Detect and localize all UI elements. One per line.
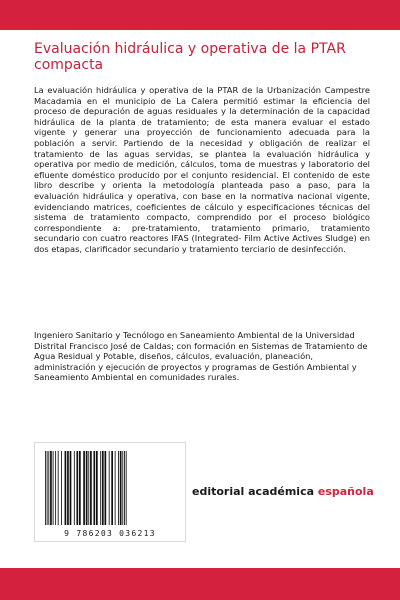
publisher-name-main: editorial académica — [192, 485, 318, 498]
isbn-number: 9 786203 036213 — [64, 529, 156, 538]
barcode-bar — [100, 451, 101, 525]
bottom-accent-bar — [0, 568, 400, 600]
barcode-bar — [88, 451, 89, 525]
barcode-bar — [115, 451, 116, 525]
barcode-bar — [109, 451, 110, 525]
barcode-bar — [118, 451, 119, 525]
barcode-bar — [96, 451, 98, 525]
barcode-bar — [55, 451, 56, 525]
barcode-bars-icon — [35, 443, 185, 529]
publisher-name-accent: española — [317, 485, 374, 498]
barcode-bar — [53, 451, 54, 525]
barcode-bar — [83, 451, 85, 525]
barcode-bar — [58, 451, 59, 525]
publisher-logo — [192, 485, 372, 498]
barcode-bar — [70, 451, 72, 525]
book-title: Evaluación hidráulica y operativa de la PTAR compacta — [34, 41, 346, 73]
isbn-barcode — [34, 442, 186, 542]
barcode-bar — [61, 451, 62, 525]
barcode-bar — [48, 451, 49, 525]
barcode-bar — [120, 451, 122, 525]
barcode-bar — [67, 451, 69, 525]
barcode-bar — [65, 451, 67, 525]
author-bio: Ingeniero Sanitario y Tecnólogo en Saneamiento Ambiental de la Universidad Distrital Francisco José de Caldas; con formación en Sistemas de Tratamiento de Agua Residual y Potable, diseños, cálculos, evaluación, planeación, administración y ejecución de proyectos y programas de Gestión Ambiental y Saneamiento Ambiental en comunidades rurales. — [34, 330, 368, 383]
barcode-bar — [105, 451, 107, 525]
barcode-bar — [126, 451, 127, 525]
barcode-bar — [76, 451, 78, 525]
barcode-bar — [86, 451, 88, 525]
barcode-bar — [111, 451, 113, 525]
book-summary: La evaluación hidráulica y operativa de la PTAR de la Urbanización Campestre Macadamia en el municipio de La Calera permitió estimar la eficiencia del proceso de depuración de aguas residuales y la determinación de la capacidad hidráulica de la planta de tratamiento; de esta manera evaluar el estado vigente y generar una proyección de funcionamiento adecuada para la población a servir. Partiendo de la necesidad y obligación de realizar el tratamiento de las aguas servidas, se plantea la evaluación hidráulica y operativa por medio de medición, cálculos, toma de muestras y laboratorio del efluente doméstico producido por el conjunto residencial. El contenido de este libro describe y orienta la metodología planteada paso a paso, para la evaluación hidráulica y operativa, con base en la normativa nacional vigente, evidenciando matrices, coeficientes de cálculo y especificaciones técnicas del sistema de tratamiento compacto, comprendido por el proceso biológico correspondiente a: pre-tratamiento, tratamiento primario, tratamiento secundario con cuatro reactores IFAS (Integrated- Film Active Actives Sludge) en dos etapas, clarificador secundario y tratamiento terciario de desinfección. — [34, 85, 370, 254]
barcode-bar — [122, 451, 123, 525]
barcode-bar — [45, 451, 46, 525]
barcode-bar — [93, 451, 95, 525]
barcode-bar — [79, 451, 81, 525]
barcode-bar — [47, 451, 48, 525]
barcode-bar — [102, 451, 104, 525]
barcode-bar — [74, 451, 75, 525]
barcode-bar — [90, 451, 92, 525]
barcode-bar — [50, 451, 52, 525]
top-accent-bar — [0, 0, 400, 30]
barcode-bar — [124, 451, 125, 525]
